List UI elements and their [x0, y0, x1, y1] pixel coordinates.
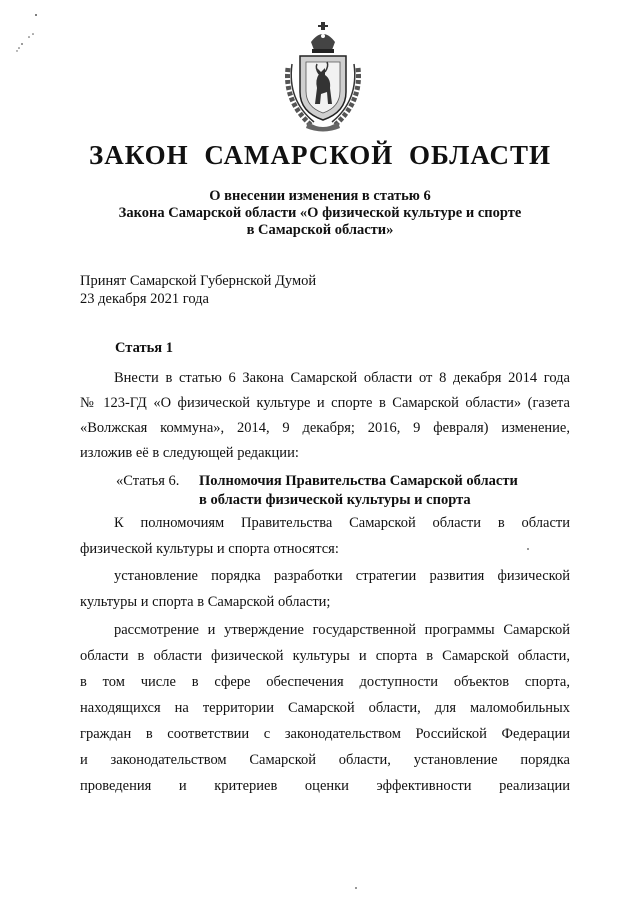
- article-1-heading: Статья 1: [115, 340, 173, 356]
- text-line: находящихся на территории Самарской области, для маломобильных: [80, 700, 570, 716]
- text-line: рассмотрение и утверждение государственной программы Самарской: [114, 622, 570, 638]
- scan-speck: [527, 548, 529, 550]
- document-subtitle: [0, 188, 640, 239]
- subtitle-line: Закона Самарской области «О физической культуре и спорте: [118, 205, 522, 221]
- text-line: № 123-ГД «О физической культуре и спорте в Самарской области» (газета: [80, 395, 570, 411]
- text-line: проведения и критериев оценки эффективности реализации: [80, 778, 570, 794]
- coat-of-arms-emblem: [282, 22, 364, 132]
- text-line: физической культуры и спорта относятся:: [80, 541, 339, 557]
- heading-line: в области физической культуры и спорта: [199, 492, 471, 508]
- document-title: ЗАКОН САМАРСКОЙ ОБЛАСТИ: [89, 140, 551, 170]
- scan-speck: [355, 887, 357, 889]
- adopted-line: Принят Самарской Губернской Думой: [80, 273, 317, 289]
- heading-line: Полномочия Правительства Самарской области: [199, 473, 518, 489]
- text-line: установление порядка разработки стратегии развития физической: [114, 568, 570, 584]
- subtitle-line: О внесении изменения в статью 6: [209, 188, 431, 204]
- article-6-heading: [199, 472, 518, 510]
- text-line: и законодательством Самарской области, установление порядка: [80, 752, 570, 768]
- text-line: граждан в соответствии с законодательством Российской Федерации: [80, 726, 570, 742]
- text-line: изложив её в следующей редакции:: [80, 445, 299, 461]
- article-6-label: «Статья 6.: [116, 473, 180, 489]
- adopted-date: 23 декабря 2021 года: [80, 291, 209, 307]
- text-line: «Волжская коммуна», 2014, 9 декабря; 2016, 9 февраля) изменение,: [80, 420, 570, 436]
- adoption-note: [80, 272, 316, 308]
- subtitle-line: в Самарской области»: [246, 222, 394, 238]
- text-line: области в области физической культуры и спорта в Самарской области,: [80, 648, 570, 664]
- text-line: в том числе в сфере обеспечения доступности объектов спорта,: [80, 674, 570, 690]
- text-line: Внести в статью 6 Закона Самарской области от 8 декабря 2014 года: [114, 370, 570, 386]
- text-line: культуры и спорта в Самарской области;: [80, 594, 331, 610]
- text-line: К полномочиям Правительства Самарской области в области: [114, 515, 570, 531]
- scan-specks: [16, 12, 40, 52]
